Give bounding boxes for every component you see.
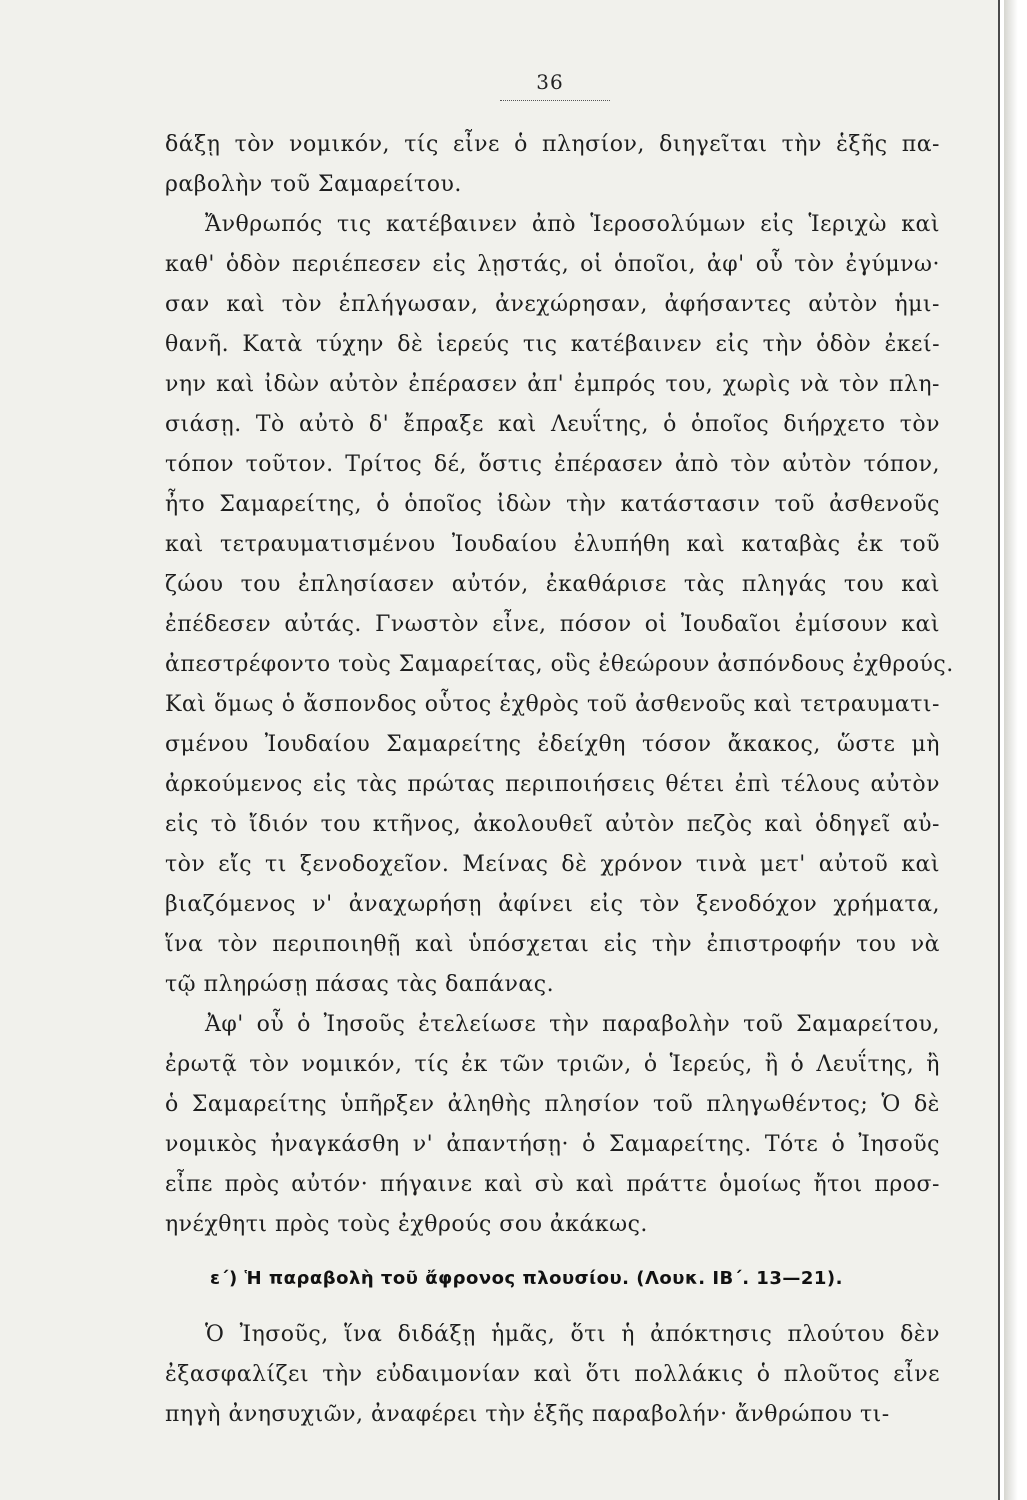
- text-line: νην καὶ ἰδὼν αὐτὸν ἐπέρασεν ἀπ' ἐμπρός του, χωρὶς νὰ τὸν πλη-: [165, 372, 940, 397]
- text-line: Ἀφ' οὗ ὁ Ἰησοῦς ἐτελείωσε τὴν παραβολὴν τοῦ Σαμαρείτου,: [205, 1012, 940, 1037]
- paragraph-parable: [165, 205, 954, 1005]
- text-line: εἰς τὸ ἴδιόν του κτῆνος, ἀκολουθεῖ αὐτὸν πεζὸς καὶ ὁδηγεῖ αὐ-: [165, 812, 940, 837]
- page-edge: [1004, 0, 1027, 1500]
- paragraph-final: [165, 1315, 940, 1435]
- text-line: ὁ Σαμαρείτης ὑπῆρξεν ἀληθὴς πλησίον τοῦ πληγωθέντος; Ὁ δὲ: [165, 1092, 940, 1117]
- text-line: σιάσῃ. Τὸ αὐτὸ δ' ἔπραξε καὶ Λευΐτης, ὁ ὁποῖος διήρχετο τὸν: [165, 412, 940, 437]
- text-line: ἐρωτᾷ τὸν νομικόν, τίς ἐκ τῶν τριῶν, ὁ Ἱερεύς, ἢ ὁ Λευΐτης, ἢ: [165, 1052, 940, 1077]
- text-line: ζώου του ἐπλησίασεν αὐτόν, ἐκαθάρισε τὰς πληγάς του καὶ: [165, 572, 940, 597]
- text-line: Ὁ Ἰησοῦς, ἵνα διδάξῃ ἡμᾶς, ὅτι ἡ ἀπόκτησις πλούτου δὲν: [205, 1322, 940, 1347]
- text-line: ἀπεστρέφοντο τοὺς Σαμαρείτας, οὓς ἐθεώρουν ἀσπόνδους ἐχθρούς.: [165, 652, 954, 677]
- text-line: εἶπε πρὸς αὐτόν· πήγαινε καὶ σὺ καὶ πράττε ὁμοίως ἤτοι προσ-: [165, 1172, 940, 1197]
- text-line: καθ' ὁδὸν περιέπεσεν εἰς λῃστάς, οἱ ὁποῖοι, ἀφ' οὗ τὸν ἐγύμνω·: [165, 252, 940, 277]
- text-line: σμένου Ἰουδαίου Σαμαρείτης ἐδείχθη τόσον ἄκακος, ὥστε μὴ: [165, 732, 940, 757]
- text-line: δάξῃ τὸν νομικόν, τίς εἶνε ὁ πλησίον, διηγεῖται τὴν ἑξῆς πα-: [165, 132, 940, 157]
- text-line: ἐπέδεσεν αὐτάς. Γνωστὸν εἶνε, πόσον οἱ Ἰουδαῖοι ἐμίσουν καὶ: [165, 612, 940, 637]
- text-line: τόπον τοῦτον. Τρίτος δέ, ὅστις ἐπέρασεν ἀπὸ τὸν αὐτὸν τόπον,: [165, 452, 940, 477]
- paragraph-continuation: [165, 125, 940, 205]
- section-gap: [165, 1245, 940, 1257]
- text-line: τὸν εἴς τι ξενοδοχεῖον. Μείνας δὲ χρόνον τινὰ μετ' αὐτοῦ καὶ: [165, 852, 940, 877]
- body-text: [165, 125, 954, 1435]
- text-line: ραβολὴν τοῦ Σαμαρείτου.: [165, 172, 462, 197]
- text-line: καὶ τετραυματισμένου Ἰουδαίου ἐλυπήθη καὶ καταβὰς ἐκ τοῦ: [165, 532, 940, 557]
- text-line: ἦτο Σαμαρείτης, ὁ ὁποῖος ἰδὼν τὴν κατάστασιν τοῦ ἀσθενοῦς: [165, 492, 940, 517]
- text-line: ἵνα τὸν περιποιηθῇ καὶ ὑπόσχεται εἰς τὴν ἐπιστροφήν του νὰ: [165, 932, 940, 957]
- text-line: νομικὸς ἠναγκάσθη ν' ἀπαντήσῃ· ὁ Σαμαρείτης. Τότε ὁ Ἰησοῦς: [165, 1132, 940, 1157]
- page-number: 36: [536, 70, 564, 94]
- text-line: ἀρκούμενος εἰς τὰς πρώτας περιποιήσεις θέτει ἐπὶ τέλους αὐτὸν: [165, 772, 940, 797]
- page-number-rule: [500, 100, 610, 101]
- text-line: βιαζόμενος ν' ἀναχωρήσῃ ἀφίνει εἰς τὸν ξενοδόχον χρήματα,: [165, 892, 940, 917]
- text-line: σαν καὶ τὸν ἐπλήγωσαν, ἀνεχώρησαν, ἀφήσαντες αὐτὸν ἡμι-: [165, 292, 940, 317]
- text-line: θανῆ. Κατὰ τύχην δὲ ἱερεύς τις κατέβαινεν εἰς τὴν ὁδὸν ἐκεί-: [165, 332, 940, 357]
- section-gap: [165, 1301, 940, 1315]
- text-line: Καὶ ὅμως ὁ ἄσπονδος οὗτος ἐχθρὸς τοῦ ἀσθενοῦς καὶ τετραυματι-: [165, 692, 940, 717]
- paragraph-question: [165, 1005, 940, 1245]
- text-line: Ἄνθρωπός τις κατέβαινεν ἀπὸ Ἱεροσολύμων εἰς Ἱεριχὼ καὶ: [205, 212, 940, 237]
- text-line: ηνέχθητι πρὸς τοὺς ἐχθρούς σου ἀκάκως.: [165, 1212, 648, 1237]
- text-line: τῷ πληρώσῃ πάσας τὰς δαπάνας.: [165, 972, 555, 997]
- section-heading: ε΄) Ἡ παραβολὴ τοῦ ἄφρονος πλουσίου. (Λουκ. ΙΒ΄. 13—21).: [210, 1268, 843, 1289]
- text-line: πηγὴ ἀνησυχιῶν, ἀναφέρει τὴν ἑξῆς παραβολήν· ἄνθρώπου τι-: [165, 1402, 890, 1427]
- text-line: ἐξασφαλίζει τὴν εὐδαιμονίαν καὶ ὅτι πολλάκις ὁ πλοῦτος εἶνε: [165, 1362, 940, 1387]
